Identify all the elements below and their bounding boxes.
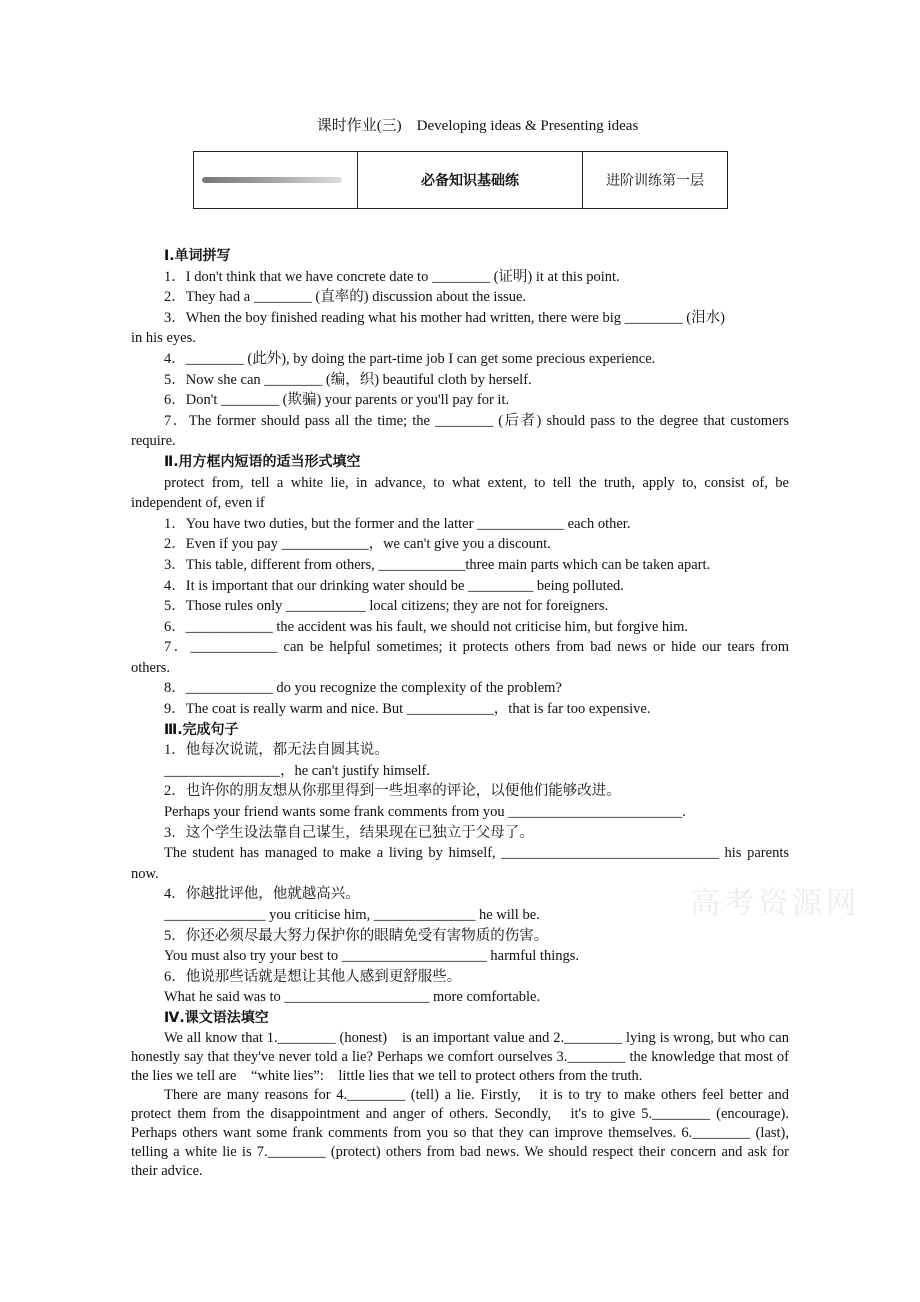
question-item: 8．____________ do you recognize the complexity of the problem?: [164, 680, 562, 697]
question-item: 4．It is important that our drinking water should be _________ being polluted.: [164, 577, 624, 594]
section-header-table: [193, 151, 728, 209]
question-item: 1．You have two duties, but the former and the latter ____________ each other.: [164, 515, 631, 532]
passage-paragraph: There are many reasons for 4.________ (tell) a lie. Firstly, it is to try to make others feel better and protect them from the disappointment and anger of others. Secondly, it's to give 5.________ (encourage). Perhaps others want some frank comments from you so that they can improve themselves. 6.________ (last), telling a white lie is 7.________ (protect) others from bad news. We should respect their concern and ask for their advice.: [131, 1086, 789, 1179]
question-prompt: 5．你还必须尽最大努力保护你的眼睛免受有害物质的伤害。: [164, 927, 549, 944]
question-prompt: 4．你越批评他，他就越高兴。: [164, 886, 360, 903]
question-answer-line: Perhaps your friend wants some frank comments from you ________________________.: [164, 804, 686, 821]
worksheet-body: [131, 246, 789, 1181]
section-heading: Ⅱ.用方框内短语的适当形式填空: [164, 453, 361, 470]
question-item: 2．They had a ________ (直率的) discussion about the issue.: [164, 289, 527, 306]
header-col-level: 进阶训练第一层: [606, 173, 704, 189]
question-item: 4．________ (此外), by doing the part-time job I can get some precious experience.: [164, 350, 656, 367]
section-heading: Ⅰ.单词拼写: [164, 248, 231, 264]
question-answer-line: ______________ you criticise him, ______________ he will be.: [164, 907, 540, 923]
question-prompt: 1．他每次说谎，都无法自圆其说。: [164, 742, 389, 759]
question-answer-line: What he said was to ____________________ more comfortable.: [164, 989, 541, 1006]
question-item: 7．The former should pass all the time; the ________ (后者) should pass to the degree that customers require.: [131, 412, 789, 450]
question-answer-line: The student has managed to make a living by himself, ______________________________ his parents now.: [131, 845, 789, 882]
question-item: 7．____________ can be helpful sometimes; it protects others from bad news or hide our tears from others.: [131, 639, 789, 676]
question-item: 1．I don't think that we have concrete date to ________ (证明) it at this point.: [164, 268, 620, 285]
header-decoration: [194, 152, 358, 208]
question-item: 3．When the boy finished reading what his mother had written, there were big ________ (泪水): [164, 309, 725, 326]
question-prompt: 6．他说那些话就是想让其他人感到更舒服些。: [164, 968, 462, 985]
section-heading: Ⅳ.课文语法填空: [164, 1009, 269, 1026]
phrase-bank: protect from, tell a white lie, in advance, to what extent, to tell the truth, apply to, consist of, be independent of, even if: [131, 474, 789, 512]
watermark: 高考资源网: [690, 886, 860, 921]
section-heading: Ⅲ.完成句子: [164, 721, 239, 738]
question-answer-line: You must also try your best to ____________________ harmful things.: [164, 948, 579, 965]
question-item: 2．Even if you pay ____________，we can't give you a discount.: [164, 536, 551, 553]
question-answer-line: ________________，he can't justify himself.: [164, 762, 430, 779]
page-title: 课时作业(三) Developing ideas & Presenting ideas: [316, 118, 639, 134]
question-item: 9．The coat is really warm and nice. But ____________，that is far too expensive.: [164, 701, 651, 718]
question-item: 3．This table, different from others, ____________three main parts which can be taken apart.: [164, 556, 711, 573]
question-item: 5．Those rules only ___________ local citizens; they are not for foreigners.: [164, 598, 609, 615]
question-prompt: 3．这个学生设法靠自己谋生，结果现在已独立于父母了。: [164, 824, 534, 841]
question-prompt: 2．也许你的朋友想从你那里得到一些坦率的评论，以便他们能够改进。: [164, 783, 621, 800]
question-item: 6．Don't ________ (欺骗) your parents or you'll pay for it.: [164, 392, 510, 409]
question-item-continued: in his eyes.: [131, 330, 196, 347]
progress-bar-graphic: [202, 177, 342, 183]
question-item: 5．Now she can ________ (编，织) beautiful cloth by herself.: [164, 371, 532, 388]
question-item: 6．____________ the accident was his fault, we should not criticise him, but forgive him.: [164, 618, 689, 635]
passage-paragraph: We all know that 1.________ (honest) is an important value and 2.________ lying is wrong, but who can honestly say that they've never told a lie? Perhaps we comfort ourselves 3.________ the knowledge that most of the lies we tell are “white lies”: little lies that we tell to protect others from the truth.: [131, 1029, 789, 1084]
header-col-basic: 必备知识基础练: [358, 152, 583, 208]
